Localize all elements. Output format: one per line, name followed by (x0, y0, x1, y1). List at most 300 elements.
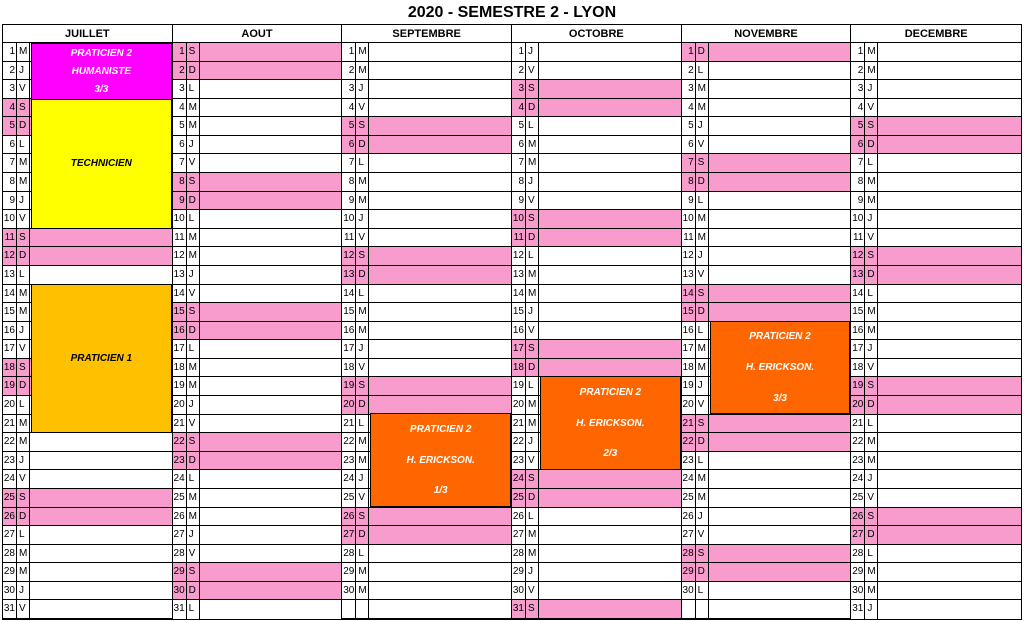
day-cell (539, 266, 681, 284)
day-letter: M (356, 173, 369, 191)
day-letter: J (526, 173, 539, 191)
day-number: 30 (682, 582, 696, 600)
day-number: 7 (342, 154, 356, 172)
day-number: 10 (682, 210, 696, 228)
day-row (682, 582, 851, 601)
day-number: 22 (682, 433, 696, 451)
day-number: 5 (682, 117, 696, 135)
day-letter: M (17, 563, 30, 581)
day-row (173, 415, 342, 434)
day-letter: M (526, 415, 539, 433)
day-cell (878, 43, 1021, 61)
day-row (682, 99, 851, 118)
day-letter: V (187, 415, 200, 433)
day-letter: M (187, 117, 200, 135)
day-cell (878, 173, 1021, 191)
day-row (342, 80, 511, 99)
day-letter: M (865, 173, 878, 191)
day-letter: M (356, 303, 369, 321)
day-cell (369, 173, 511, 191)
day-row (512, 229, 681, 248)
day-cell (200, 600, 342, 619)
day-row (851, 136, 1021, 155)
day-row (173, 508, 342, 527)
day-letter: V (17, 210, 30, 228)
day-letter: S (526, 470, 539, 488)
day-letter: L (356, 545, 369, 563)
day-letter: V (865, 99, 878, 117)
day-number: 25 (851, 489, 865, 507)
day-row (851, 415, 1021, 434)
day-letter: J (356, 210, 369, 228)
day-number (682, 600, 696, 618)
day-cell (709, 43, 851, 61)
day-number: 13 (682, 266, 696, 284)
day-letter: M (17, 415, 30, 433)
event-label: PRATICIEN 2 (579, 387, 642, 399)
day-row (342, 210, 511, 229)
event-label: PRATICIEN 2 (409, 424, 472, 436)
day-row (682, 452, 851, 471)
day-number: 8 (851, 173, 865, 191)
day-number: 13 (173, 266, 187, 284)
day-letter: V (17, 470, 30, 488)
event-label: H. ERICKSON. (745, 362, 815, 373)
day-cell (200, 192, 342, 210)
day-cell (878, 136, 1021, 154)
day-letter: D (17, 247, 30, 265)
day-row (342, 600, 511, 619)
day-row (342, 508, 511, 527)
day-number: 13 (3, 266, 17, 284)
day-letter: V (356, 229, 369, 247)
day-number: 10 (342, 210, 356, 228)
day-row (512, 247, 681, 266)
day-number: 30 (851, 582, 865, 600)
day-letter: D (187, 62, 200, 80)
day-number: 14 (3, 285, 17, 303)
day-number: 20 (851, 396, 865, 414)
day-letter: V (696, 396, 709, 414)
day-letter: L (356, 285, 369, 303)
day-cell (878, 266, 1021, 284)
day-letter: M (865, 433, 878, 451)
day-letter: M (865, 322, 878, 340)
day-letter: M (356, 433, 369, 451)
day-row (342, 173, 511, 192)
day-cell (709, 192, 851, 210)
day-row (173, 247, 342, 266)
day-row (512, 508, 681, 527)
day-row (342, 99, 511, 118)
day-number: 8 (3, 173, 17, 191)
day-cell (200, 173, 342, 191)
event-label: 1/3 (433, 485, 448, 497)
day-letter: M (356, 563, 369, 581)
day-cell (709, 303, 851, 321)
day-letter: L (696, 582, 709, 600)
day-row (851, 489, 1021, 508)
day-number: 8 (682, 173, 696, 191)
day-number: 9 (512, 192, 526, 210)
day-number: 7 (512, 154, 526, 172)
day-letter: D (187, 322, 200, 340)
day-row (682, 545, 851, 564)
day-number: 21 (682, 415, 696, 433)
day-letter: M (526, 136, 539, 154)
day-number: 24 (342, 470, 356, 488)
day-cell (30, 452, 172, 470)
day-cell (709, 433, 851, 451)
day-letter: J (526, 563, 539, 581)
day-cell (30, 582, 172, 600)
day-cell (878, 433, 1021, 451)
day-cell (709, 563, 851, 581)
day-row (512, 80, 681, 99)
day-cell (878, 117, 1021, 135)
day-number: 6 (3, 136, 17, 154)
day-number: 24 (3, 470, 17, 488)
day-letter: S (187, 563, 200, 581)
day-number: 29 (851, 563, 865, 581)
day-letter: J (17, 582, 30, 600)
day-number: 12 (173, 247, 187, 265)
day-number: 30 (3, 582, 17, 600)
day-row (851, 470, 1021, 489)
day-letter: M (356, 452, 369, 470)
day-cell (369, 80, 511, 98)
day-letter: D (526, 229, 539, 247)
day-row (173, 470, 342, 489)
month-column-juillet (3, 25, 173, 619)
event-label: H. ERICKSON. (406, 454, 475, 466)
day-letter: J (356, 80, 369, 98)
day-letter: M (526, 266, 539, 284)
day-letter: J (17, 62, 30, 80)
day-number: 7 (3, 154, 17, 172)
day-row (682, 285, 851, 304)
day-letter: M (526, 396, 539, 414)
day-letter: V (696, 266, 709, 284)
day-letter: M (696, 489, 709, 507)
day-row (173, 322, 342, 341)
day-number: 12 (512, 247, 526, 265)
day-letter: L (187, 80, 200, 98)
day-number: 20 (173, 396, 187, 414)
day-letter: L (187, 340, 200, 358)
day-number: 9 (682, 192, 696, 210)
day-cell (878, 415, 1021, 433)
day-row (851, 285, 1021, 304)
day-letter: L (187, 470, 200, 488)
day-cell (369, 210, 511, 228)
day-letter: M (17, 154, 30, 172)
day-cell (200, 210, 342, 228)
day-cell (709, 452, 851, 470)
day-cell (369, 62, 511, 80)
day-row (3, 266, 172, 285)
day-cell (539, 136, 681, 154)
day-row (682, 192, 851, 211)
day-letter: J (356, 470, 369, 488)
day-cell (200, 452, 342, 470)
day-row (512, 285, 681, 304)
day-letter (356, 600, 369, 618)
day-cell (30, 247, 172, 265)
day-cell (539, 508, 681, 526)
day-cell (369, 526, 511, 544)
day-row (512, 600, 681, 619)
day-number: 11 (342, 229, 356, 247)
day-row (512, 545, 681, 564)
day-cell (539, 359, 681, 377)
day-number: 21 (512, 415, 526, 433)
day-number: 28 (173, 545, 187, 563)
day-row (342, 154, 511, 173)
day-letter: J (865, 80, 878, 98)
day-cell (369, 377, 511, 395)
day-letter: J (187, 266, 200, 284)
day-letter: J (356, 340, 369, 358)
page-title: 2020 - SEMESTRE 2 - LYON (407, 4, 617, 21)
day-row (3, 489, 172, 508)
day-cell (878, 396, 1021, 414)
day-number: 11 (512, 229, 526, 247)
day-cell (709, 80, 851, 98)
day-number: 7 (173, 154, 187, 172)
day-number: 11 (682, 229, 696, 247)
day-cell (200, 415, 342, 433)
day-row (851, 359, 1021, 378)
day-number: 20 (682, 396, 696, 414)
day-letter: L (696, 62, 709, 80)
day-row (342, 526, 511, 545)
day-letter: V (865, 359, 878, 377)
day-letter: J (17, 192, 30, 210)
day-row (512, 154, 681, 173)
day-number: 27 (3, 526, 17, 544)
day-number: 26 (342, 508, 356, 526)
day-row (173, 80, 342, 99)
day-number: 26 (173, 508, 187, 526)
day-row (682, 247, 851, 266)
day-number: 17 (682, 340, 696, 358)
month-header: NOVEMBRE (682, 25, 851, 43)
day-row (3, 508, 172, 527)
day-cell (709, 266, 851, 284)
day-row (173, 489, 342, 508)
day-number: 9 (3, 192, 17, 210)
day-cell (878, 80, 1021, 98)
day-cell (709, 285, 851, 303)
day-cell (200, 43, 342, 61)
day-number: 28 (851, 545, 865, 563)
day-number: 15 (173, 303, 187, 321)
day-letter: S (17, 489, 30, 507)
day-letter: M (865, 62, 878, 80)
day-cell (878, 452, 1021, 470)
day-row (851, 266, 1021, 285)
day-cell (200, 433, 342, 451)
day-row (342, 43, 511, 62)
day-letter: D (17, 117, 30, 135)
day-number: 12 (851, 247, 865, 265)
day-row (682, 600, 851, 619)
day-letter: V (526, 582, 539, 600)
day-row (342, 192, 511, 211)
day-number: 1 (682, 43, 696, 61)
day-row (512, 489, 681, 508)
day-cell (30, 600, 172, 618)
day-letter: M (526, 526, 539, 544)
day-letter: L (865, 154, 878, 172)
day-cell (539, 545, 681, 563)
day-letter: V (696, 136, 709, 154)
day-row (682, 489, 851, 508)
day-letter: V (356, 359, 369, 377)
day-row (851, 117, 1021, 136)
day-row (342, 136, 511, 155)
day-letter: M (526, 285, 539, 303)
day-number: 3 (173, 80, 187, 98)
day-cell (369, 154, 511, 172)
day-cell (878, 303, 1021, 321)
day-letter: M (526, 545, 539, 563)
day-cell (709, 582, 851, 600)
day-letter: M (526, 154, 539, 172)
day-number: 8 (512, 173, 526, 191)
day-row (682, 433, 851, 452)
day-number: 19 (342, 377, 356, 395)
day-letter: S (356, 377, 369, 395)
day-cell (709, 117, 851, 135)
day-row (342, 247, 511, 266)
day-letter: S (356, 508, 369, 526)
day-letter: M (187, 229, 200, 247)
day-cell (200, 136, 342, 154)
day-letter: M (17, 285, 30, 303)
day-letter: M (865, 303, 878, 321)
day-number: 1 (173, 43, 187, 61)
day-number: 20 (3, 396, 17, 414)
day-cell (539, 173, 681, 191)
day-letter: L (17, 136, 30, 154)
day-row (342, 303, 511, 322)
day-cell (200, 322, 342, 340)
day-letter: L (526, 508, 539, 526)
day-row (512, 136, 681, 155)
day-letter: S (696, 285, 709, 303)
day-row (3, 582, 172, 601)
day-letter: S (696, 154, 709, 172)
day-number: 6 (851, 136, 865, 154)
day-letter: S (865, 508, 878, 526)
day-number: 3 (512, 80, 526, 98)
day-letter: J (526, 43, 539, 61)
day-cell (369, 396, 511, 414)
day-letter: J (865, 600, 878, 619)
day-cell (539, 303, 681, 321)
day-number: 7 (851, 154, 865, 172)
day-row (512, 322, 681, 341)
day-number: 23 (512, 452, 526, 470)
day-letter: S (865, 247, 878, 265)
day-number: 24 (512, 470, 526, 488)
day-letter: L (356, 415, 369, 433)
day-letter: D (356, 396, 369, 414)
day-letter: M (187, 99, 200, 117)
day-cell (539, 229, 681, 247)
day-cell (709, 526, 851, 544)
day-number: 22 (342, 433, 356, 451)
day-number: 28 (512, 545, 526, 563)
day-letter: S (187, 303, 200, 321)
day-number: 23 (851, 452, 865, 470)
month-column-octobre (512, 25, 682, 619)
day-letter: L (865, 545, 878, 563)
day-letter: J (526, 303, 539, 321)
day-row (682, 266, 851, 285)
day-number: 2 (682, 62, 696, 80)
day-number: 18 (682, 359, 696, 377)
day-cell (709, 600, 851, 618)
day-letter: V (526, 62, 539, 80)
day-cell (878, 62, 1021, 80)
day-number: 19 (3, 377, 17, 395)
day-number: 29 (342, 563, 356, 581)
month-header: OCTOBRE (512, 25, 681, 43)
day-row (512, 563, 681, 582)
day-number: 19 (851, 377, 865, 395)
day-row (512, 526, 681, 545)
day-cell (369, 322, 511, 340)
day-number: 22 (512, 433, 526, 451)
day-cell (200, 229, 342, 247)
day-number: 15 (512, 303, 526, 321)
day-number: 30 (173, 582, 187, 600)
day-letter: M (696, 229, 709, 247)
day-number: 15 (682, 303, 696, 321)
day-cell (878, 489, 1021, 507)
day-number: 26 (682, 508, 696, 526)
day-cell (30, 433, 172, 451)
day-cell (709, 545, 851, 563)
day-row (851, 396, 1021, 415)
day-letter: M (865, 43, 878, 61)
day-row (851, 210, 1021, 229)
day-number: 5 (851, 117, 865, 135)
day-cell (369, 43, 511, 61)
day-letter: J (17, 322, 30, 340)
day-letter: M (356, 62, 369, 80)
day-letter: S (526, 600, 539, 618)
event-label: 3/3 (773, 392, 787, 404)
day-number: 2 (512, 62, 526, 80)
day-number: 24 (682, 470, 696, 488)
day-row (173, 285, 342, 304)
day-letter: V (17, 80, 30, 98)
day-number: 8 (342, 173, 356, 191)
day-cell (369, 247, 511, 265)
day-row (512, 173, 681, 192)
day-number: 20 (512, 396, 526, 414)
day-row (173, 192, 342, 211)
day-number: 11 (851, 229, 865, 247)
event-label: 3/3 (94, 83, 109, 95)
day-number: 7 (682, 154, 696, 172)
day-letter: D (696, 433, 709, 451)
day-letter: M (17, 545, 30, 563)
